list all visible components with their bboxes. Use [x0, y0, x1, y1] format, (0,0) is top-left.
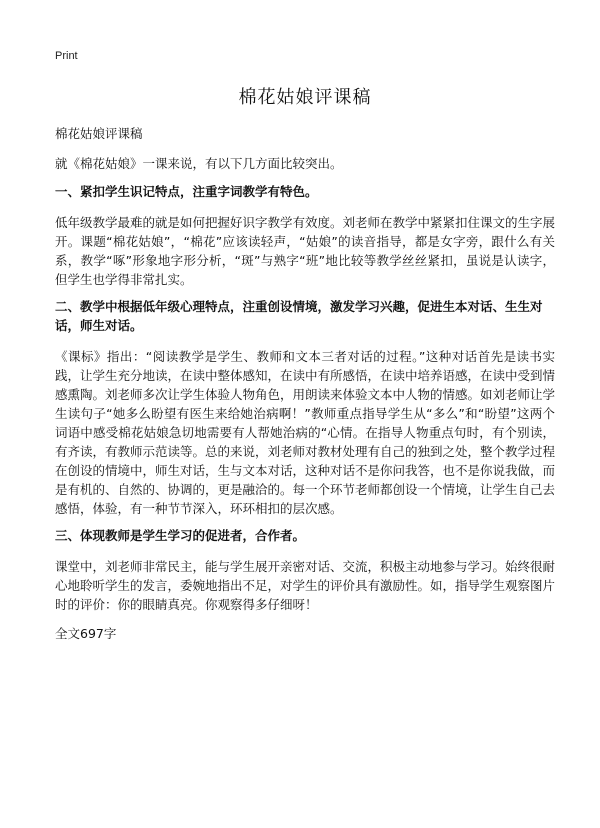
section-2-heading: 二、教学中根据低年级心理特点，注重创设情境，激发学习兴趣，促进生本对话、生生对话，师生对话。: [55, 299, 543, 333]
page-title: 棉花姑娘评课稿: [238, 87, 372, 108]
print-link[interactable]: Print: [55, 50, 78, 62]
intro-paragraph: 就《棉花姑娘》一课来说，有以下几方面比较突出。: [55, 156, 343, 171]
section-3-body: 课堂中，刘老师非常民主，能与学生展开亲密对话、交流，积极主动地参与学习。始终很耐心地聆听学生的发言，委婉地指出不足，对学生的评价具有激励性。如，指导学生观察图片时的评价：你的眼睛真亮。你观察得多仔细呀！: [55, 559, 556, 612]
section-1-heading: 一、紧扣学生识记特点，注重字词教学有特色。: [55, 184, 318, 199]
section-2-body: 《课标》指出：“阅读教学是学生、教师和文本三者对话的过程。”这种对话首先是读书实践，让学生充分地读，在读中整体感知，在读中有所感悟，在读中培养语感，在读中受到情感熏陶。刘老师多次让学生体验人物角色，用朗读来体验文本中人物的情感。如刘老师让学生读句子“她多么盼望有医生来给她治病啊！”教师重点指导学生从“多么”和“盼望”这两个词语中感受棉花姑娘急切地需要有人帮她治病的“心情。在指导人物重点句时，有个别读，有齐读，有教师示范读等。总的来说，刘老师对教材处理有自己的独到之处，整个教学过程在创设的情境中，师生对话，生与文本对话，这种对话不是你问我答，也不是你说我做，而是有机的、自然的、协调的，更是融洽的。每一个环节老师都创设一个情境，让学生自己去感悟，体验，有一种节节深入，环环相扣的层次感。: [55, 349, 556, 516]
word-count: 全文697字: [55, 626, 117, 641]
section-3-heading: 三、体现教师是学生学习的促进者，合作者。: [55, 528, 306, 543]
document-subtitle: 棉花姑娘评课稿: [55, 126, 143, 141]
section-1-body: 低年级教学最难的就是如何把握好识字教学有效度。刘老师在教学中紧紧扣住课文的生字展开。课题“棉花姑娘”，“棉花”应该读轻声，“姑娘”的读音指导，都是女字旁，跟什么有关系，教学“啄”形象地字形分析，“斑”与熟字“班”地比较等教学丝丝紧扣，虽说是认读字，但学生也学得非常扎实。: [55, 215, 556, 287]
